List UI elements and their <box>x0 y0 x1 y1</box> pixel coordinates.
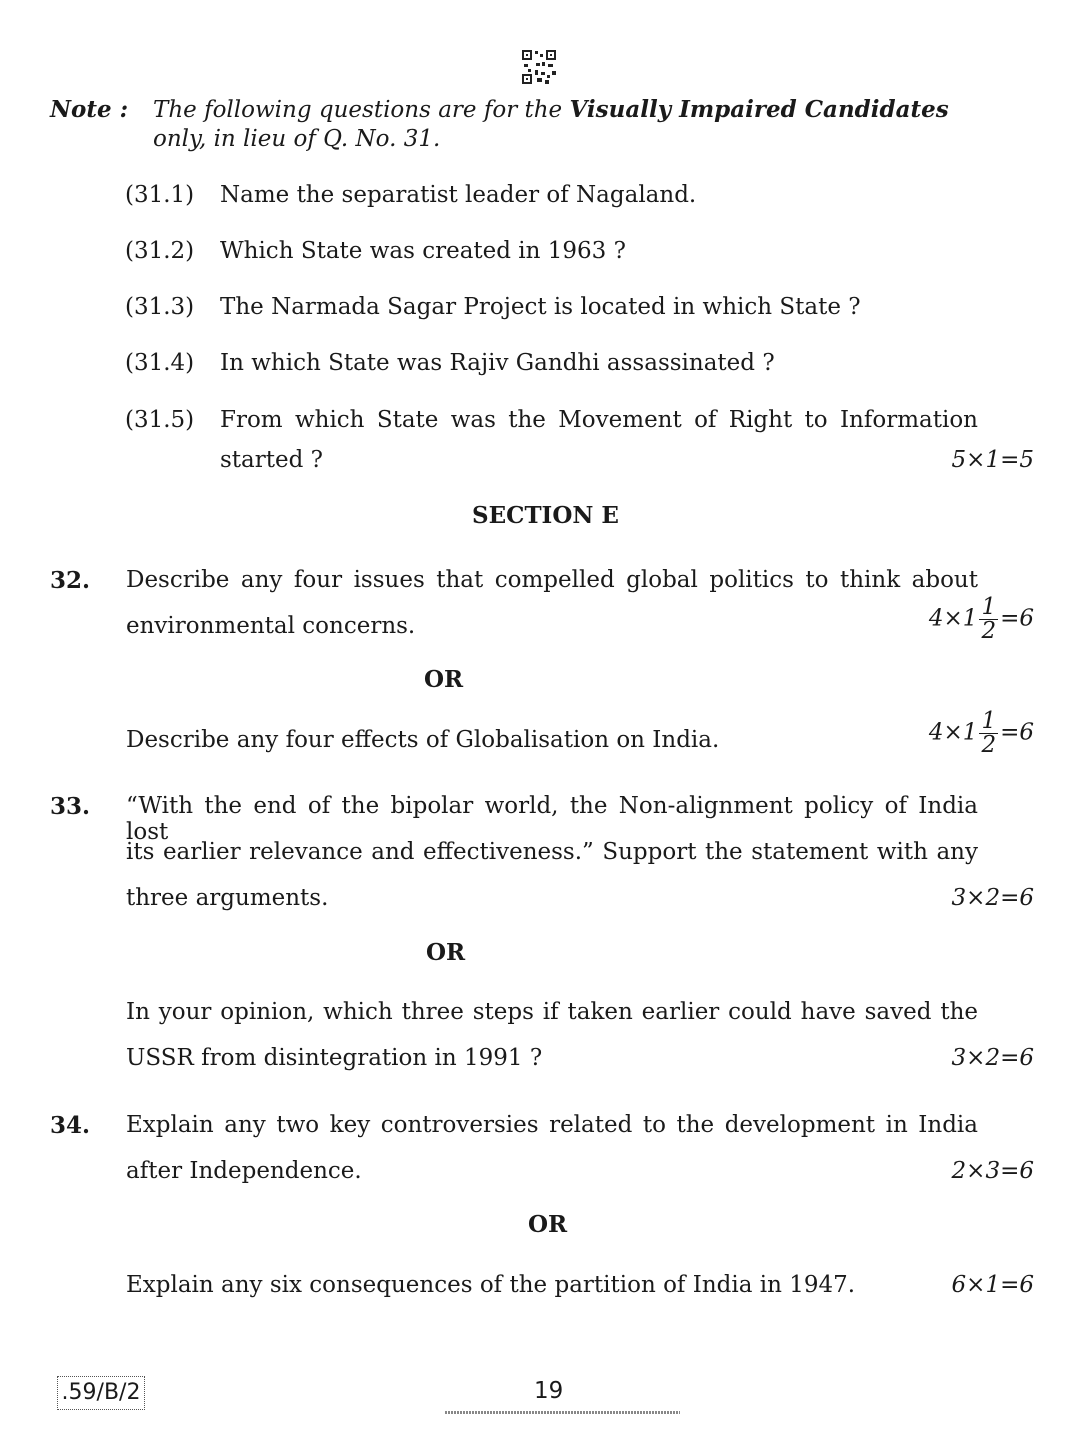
question-text-cont: environmental concerns. <box>126 613 416 639</box>
question-text-cont: three arguments. <box>126 885 329 911</box>
sub-question-number: (31.4) <box>125 350 195 376</box>
sub-question-text: Which State was created in 1963 ? <box>220 238 626 264</box>
fraction-numerator: 1 <box>981 594 997 620</box>
section-title: SECTION E <box>472 502 619 529</box>
question-text: “With the end of the bipolar world, the Non-alignment policy of India lost <box>126 793 978 845</box>
security-microtext <box>445 1411 680 1414</box>
marks-label: 3×2=6 <box>951 1045 1034 1071</box>
note-text-after: only, in lieu of Q. No. 31. <box>153 126 441 152</box>
fraction-numerator: 1 <box>981 708 997 734</box>
question-number: 33. <box>50 793 91 820</box>
question-text: Describe any four issues that compelled global politics to think about <box>126 567 978 593</box>
alt-question-text: Describe any four effects of Globalisation on India. <box>126 727 720 753</box>
note-text-before: The following questions are for the <box>153 97 563 123</box>
marks-fraction <box>979 710 998 757</box>
fraction-denominator: 2 <box>981 618 997 644</box>
marks-label: 3×2=6 <box>951 885 1034 911</box>
or-label: OR <box>424 666 464 693</box>
marks-total: =6 <box>1000 605 1034 632</box>
marks-label: 2×3=6 <box>951 1158 1034 1184</box>
note-emphasis: Visually Impaired Candidates <box>569 96 949 123</box>
qr-code <box>522 50 556 84</box>
marks-label: 6×1=6 <box>951 1272 1034 1298</box>
paper-code: .59/B/2 <box>57 1376 145 1410</box>
question-text-cont: after Independence. <box>126 1158 362 1184</box>
alt-question-text-cont: USSR from disintegration in 1991 ? <box>126 1045 543 1071</box>
sub-question-text: Name the separatist leader of Nagaland. <box>220 182 697 208</box>
note-text <box>153 96 949 123</box>
or-label: OR <box>426 939 466 966</box>
marks-total: =6 <box>1000 719 1034 746</box>
sub-question-number: (31.5) <box>125 407 195 433</box>
question-text: Explain any two key controversies related to the development in India <box>126 1112 978 1138</box>
sub-question-text: From which State was the Movement of Right to Information <box>220 407 978 433</box>
page-number: 19 <box>534 1378 564 1404</box>
note-label: Note : <box>50 96 129 123</box>
marks-label <box>929 596 1034 643</box>
marks-fraction <box>979 596 998 643</box>
alt-question-text: Explain any six consequences of the partition of India in 1947. <box>126 1272 856 1298</box>
question-number: 32. <box>50 567 91 594</box>
fraction-denominator: 2 <box>981 732 997 758</box>
marks-label <box>929 710 1034 757</box>
marks-label: 5×1=5 <box>951 447 1034 473</box>
alt-question-text: In your opinion, which three steps if taken earlier could have saved the <box>126 999 978 1025</box>
sub-question-text-cont: started ? <box>220 447 323 473</box>
sub-question-number: (31.3) <box>125 294 195 320</box>
sub-question-number: (31.1) <box>125 182 195 208</box>
marks-whole: 4×1 <box>928 719 978 746</box>
sub-question-number: (31.2) <box>125 238 195 264</box>
question-text-cont: its earlier relevance and effectiveness.” Support the statement with any <box>126 839 978 865</box>
sub-question-text: The Narmada Sagar Project is located in which State ? <box>220 294 861 320</box>
sub-question-text: In which State was Rajiv Gandhi assassinated ? <box>220 350 775 376</box>
question-number: 34. <box>50 1112 91 1139</box>
marks-whole: 4×1 <box>928 605 978 632</box>
or-label: OR <box>528 1211 568 1238</box>
